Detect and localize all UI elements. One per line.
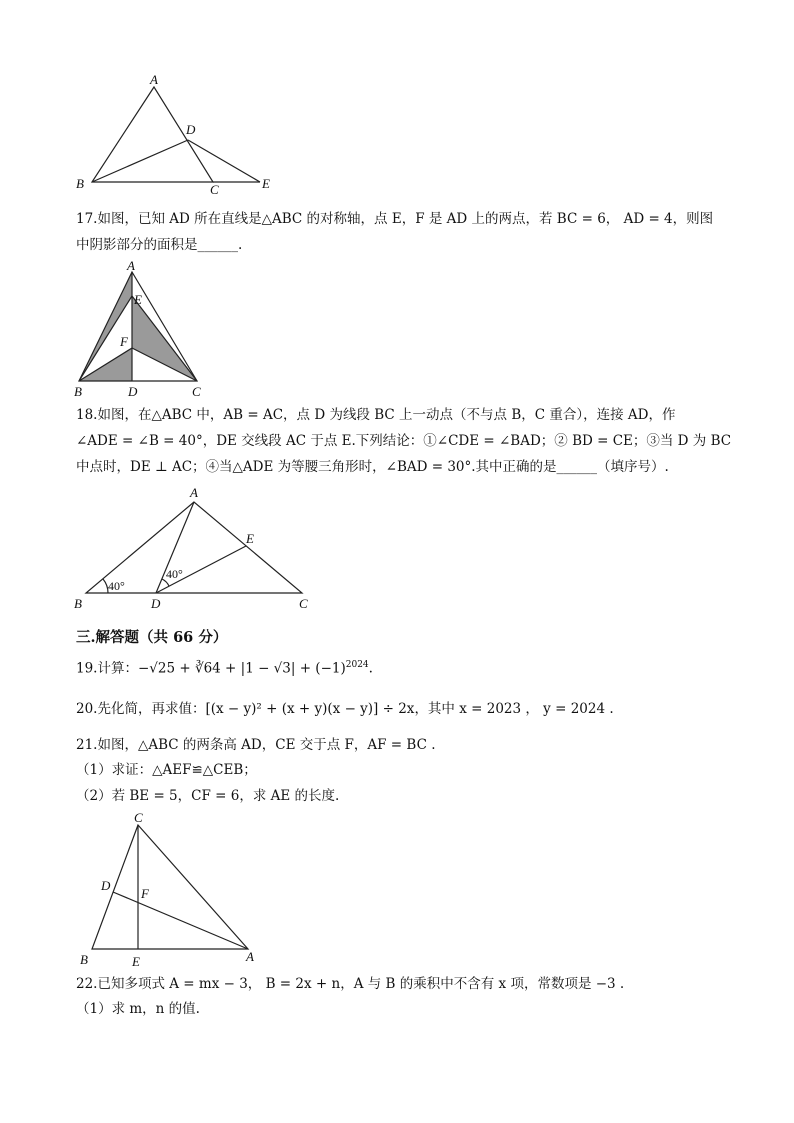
label-f: F bbox=[141, 886, 149, 901]
label-a: A bbox=[246, 949, 254, 964]
section-3-title: 三.解答题（共 66 分） bbox=[76, 629, 228, 646]
label-e: E bbox=[246, 531, 254, 546]
segment-de bbox=[188, 140, 260, 182]
figure-17 bbox=[70, 260, 220, 400]
segment-ad bbox=[113, 892, 248, 949]
q18-line-1: 18.如图，在△ABC 中，AB = AC，点 D 为线段 BC 上一动点（不与点 B，C 重合），连接 AD，作 bbox=[76, 407, 676, 423]
q17-line-2: 中阴影部分的面积是______. bbox=[76, 237, 243, 253]
label-a: A bbox=[190, 485, 198, 500]
label-a: A bbox=[127, 258, 135, 273]
q21-part-1: （1）求证：△AEF≌△CEB； bbox=[76, 762, 257, 778]
q20-prefix: 20.先化简，再求值： bbox=[76, 701, 206, 717]
label-e: E bbox=[134, 292, 142, 307]
figure-21 bbox=[70, 808, 270, 973]
label-d: D bbox=[151, 596, 161, 611]
label-d: D bbox=[186, 122, 196, 137]
figure-17-svg bbox=[70, 260, 220, 400]
q18-line-2: ∠ADE = ∠B = 40°，DE 交线段 AC 于点 E.下列结论：①∠CDE = ∠BAD；② BD = CE；③当 D 为 BC bbox=[76, 433, 732, 449]
angle-label-b: 40° bbox=[108, 579, 125, 593]
q18-line-3: 中点时，DE ⊥ AC；④当△ADE 为等腰三角形时，∠BAD = 30°.其中正确的是______（填序号）. bbox=[76, 459, 669, 475]
label-b: B bbox=[80, 952, 88, 967]
label-b: B bbox=[74, 384, 82, 399]
q19-exponent: 2024 bbox=[345, 660, 369, 670]
q20-suffix: ，其中 x = 2023 ， y = 2024 . bbox=[414, 701, 614, 717]
label-b: B bbox=[76, 176, 84, 191]
q17-line-1: 17.如图，已知 AD 所在直线是△ABC 的对称轴，点 E，F 是 AD 上的两点，若 BC = 6， AD = 4，则图 bbox=[76, 211, 714, 227]
figure-18-svg bbox=[70, 485, 330, 615]
q19-prefix: 19.计算： bbox=[76, 660, 138, 677]
label-e: E bbox=[262, 176, 270, 191]
q20-expression: [(x − y)² + (x + y)(x − y)] ÷ 2x bbox=[205, 701, 415, 717]
figure-16 bbox=[70, 70, 290, 200]
q19-suffix: . bbox=[368, 660, 373, 677]
q22-part-1: （1）求 m，n 的值. bbox=[76, 1001, 200, 1017]
label-d: D bbox=[128, 384, 138, 399]
q22-line-1: 22.已知多项式 A = mx − 3， B = 2x + n，A 与 B 的乘积中不含有 x 项，常数项是 −3 . bbox=[76, 976, 625, 992]
label-b: B bbox=[74, 596, 82, 611]
figure-16-svg bbox=[70, 70, 290, 200]
q21-part-2: （2）若 BE = 5，CF = 6，求 AE 的长度. bbox=[76, 788, 340, 804]
label-c: C bbox=[192, 384, 201, 399]
figure-21-svg bbox=[70, 808, 270, 973]
angle-label-d: 40° bbox=[166, 567, 183, 581]
q19-expression: −√25 + ∛64 + |1 − √3| + (−1) bbox=[137, 660, 346, 677]
label-f: F bbox=[120, 334, 128, 349]
label-d: D bbox=[101, 878, 111, 893]
q19-line bbox=[76, 655, 373, 679]
label-c: C bbox=[134, 810, 143, 825]
label-e: E bbox=[132, 954, 140, 969]
label-a: A bbox=[150, 72, 158, 87]
q20-line bbox=[76, 699, 614, 719]
q21-line-1: 21.如图，△ABC 的两条高 AD，CE 交于点 F，AF = BC . bbox=[76, 737, 436, 753]
figure-18 bbox=[70, 485, 330, 615]
triangle-abc bbox=[92, 825, 248, 949]
label-c: C bbox=[299, 596, 308, 611]
label-c: C bbox=[210, 182, 219, 197]
